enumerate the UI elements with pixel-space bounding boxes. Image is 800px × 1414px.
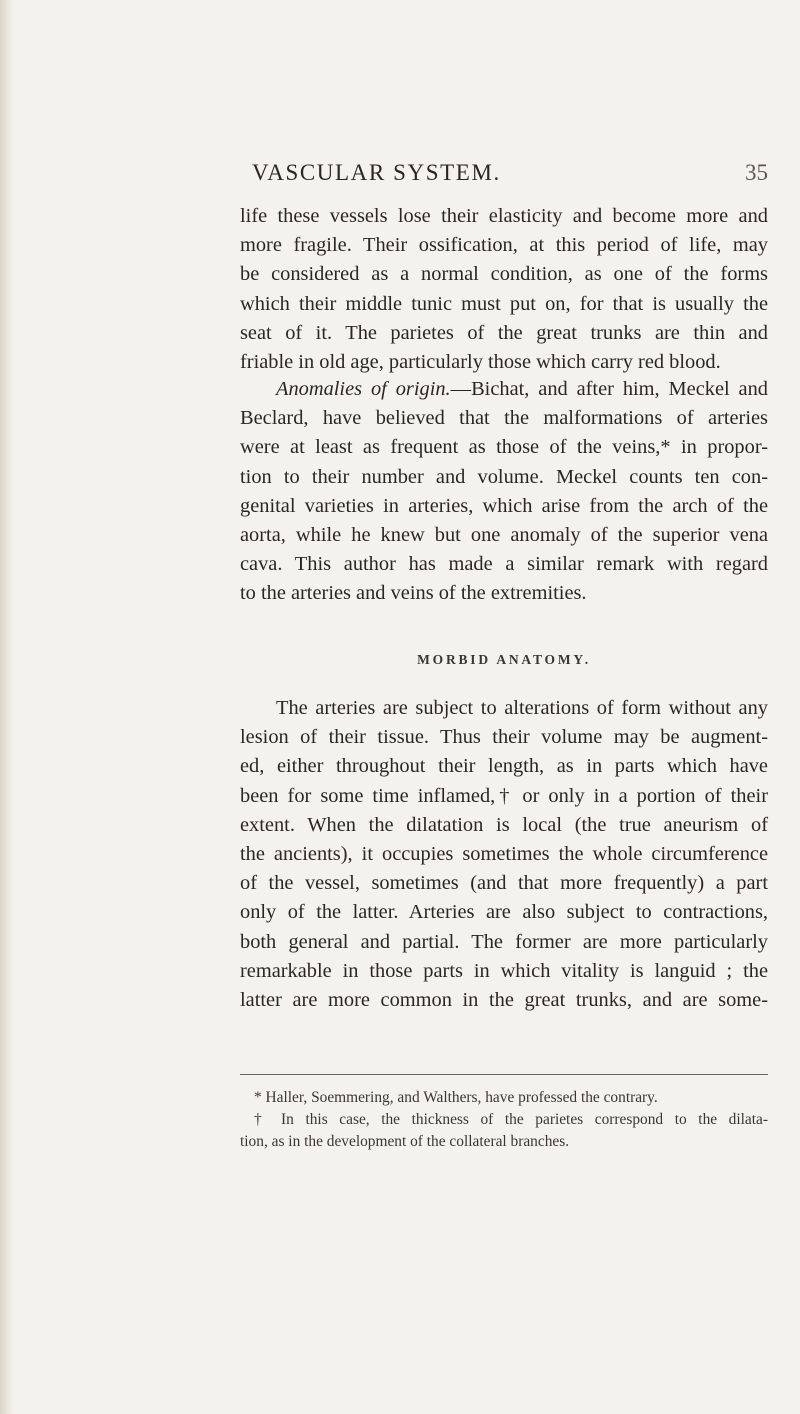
text-line: life these vessels lose their elasticity and become more and: [240, 205, 768, 227]
footnote: * Haller, Soemmering, and Walthers, have professed the contrary.: [254, 1089, 658, 1106]
text-line: seat of it. The parietes of the great trunks are thin and: [240, 321, 768, 344]
text-line: to the arteries and veins of the extremities.: [240, 582, 587, 605]
text-line: only of the latter. Arteries are also subject to contractions,: [240, 901, 768, 924]
text-line: ed, either throughout their length, as in parts which have: [240, 755, 768, 778]
page-binding-edge: [0, 0, 14, 1414]
text-line: friable in old age, particularly those which carry red blood.: [240, 351, 721, 374]
text-line: of the vessel, sometimes (and that more frequently) a part: [240, 872, 768, 895]
text-line: the ancients), it occupies sometimes the whole circumference: [240, 843, 768, 866]
footnote: † In this case, the thickness of the parietes correspond to the dilata-: [254, 1111, 768, 1128]
running-header-title: VASCULAR SYSTEM.: [252, 160, 501, 185]
text-line: tion to their number and volume. Meckel counts ten con-: [240, 465, 768, 488]
footnote-divider: [240, 1074, 768, 1075]
text-line: Beclard, have believed that the malformations of arteries: [240, 407, 768, 430]
paragraph-anomalies: [240, 375, 768, 609]
text-line: been for some time inflamed,† or only in a portion of their: [240, 784, 768, 807]
text-line: genital varieties in arteries, which arise from the arch of the: [240, 494, 768, 517]
text-line: [240, 375, 768, 404]
text-run: —Bichat, and after him, Meckel and: [450, 378, 768, 400]
text-line: remarkable in those parts in which vitality is languid ; the: [240, 959, 768, 982]
text-line: aorta, while he knew but one anomaly of the superior vena: [240, 524, 768, 547]
text-line: cava. This author has made a similar remark with regard: [240, 553, 768, 576]
footnote-continuation: tion, as in the development of the collateral branches.: [240, 1133, 570, 1150]
page-number: 35: [745, 160, 768, 185]
italic-subheading: Anomalies of origin.: [276, 378, 451, 400]
text-line: extent. When the dilatation is local (the true aneurism of: [240, 813, 768, 836]
running-header: [240, 160, 768, 194]
text-line: The arteries are subject to alterations of form without any: [276, 697, 768, 719]
text-line: lesion of their tissue. Thus their volume may be augment-: [240, 726, 768, 749]
footnotes: [240, 1087, 768, 1153]
section-heading: MORBID ANATOMY.: [417, 652, 591, 667]
text-line: both general and partial. The former are more particularly: [240, 930, 768, 953]
text-line: latter are more common in the great trunks, and are some-: [240, 989, 768, 1012]
paragraph-morbid-anatomy: [240, 694, 768, 1015]
text-line: which their middle tunic must put on, for that is usually the: [240, 292, 768, 315]
text-line: be considered as a normal condition, as one of the forms: [240, 263, 768, 286]
text-line: more fragile. Their ossification, at this period of life, may: [240, 234, 768, 257]
text-line: were at least as frequent as those of the veins,* in propor-: [240, 436, 768, 459]
paragraph-old-age: [240, 202, 768, 377]
